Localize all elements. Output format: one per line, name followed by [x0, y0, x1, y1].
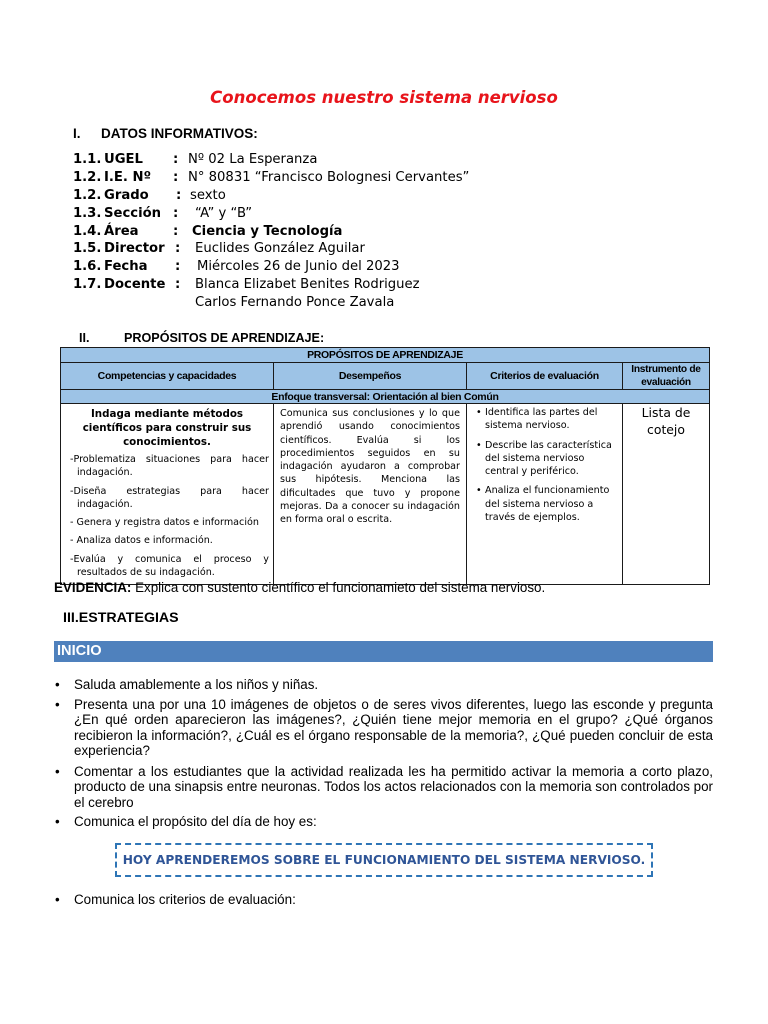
evidence-label: EVIDENCIA:: [54, 580, 132, 595]
info-colon: :: [173, 223, 179, 239]
info-value: “A” y “B”: [195, 205, 253, 221]
info-value: Nº 02 La Esperanza: [188, 152, 318, 167]
info-value: Ciencia y Tecnología: [192, 223, 343, 239]
criterio-item: • Describe las característica del sistema nervioso central y periférico.: [477, 439, 618, 479]
info-value: Carlos Fernando Ponce Zavala: [195, 295, 395, 311]
criterios-cell: [467, 404, 623, 585]
list-item: • Comentar a los estudiantes que la actividad realizada les ha permitido activar la memoria a corto plazo, producto de una sinapsis entre neuronas. Todos los actos relacionados con la memoria son controlados por el cerebro: [54, 764, 713, 811]
info-colon: :: [173, 205, 179, 221]
section-number: II.: [79, 331, 90, 345]
competencia-title: Indaga mediante métodos científicos para construir sus conocimientos.: [82, 408, 252, 448]
desempeno-text: Comunica sus conclusiones y lo que aprendió usando conocimientos científicos. Evalúa si los procedimientos seguidos en su indagación ayudaron a comprobar sus hipótesis. Menciona las dificultades que tuvo y propone mejoras. Da a conocer su indagación en forma oral o escrita.: [280, 408, 460, 526]
section-datos-informativos-heading: [73, 126, 258, 141]
info-key: Área: [104, 223, 139, 239]
header-desempenos: Desempeños: [274, 363, 467, 390]
inicio-bar: [54, 641, 713, 662]
list-item: • Presenta una por una 10 imágenes de objetos o de seres vivos diferentes, luego las esconde y pregunta ¿En qué orden aparecieron las imágenes?, ¿Quién tiene mejor memoria en el grupo? ¿Qué órganos recibieron la información?, ¿Cuál es el órgano responsable de la memoria?, ¿Qué pueden concluir de esta experiencia?: [54, 697, 713, 759]
capacidad-item: - Genera y registra datos e información: [70, 517, 259, 529]
header-criterios: Criterios de evaluación: [467, 363, 623, 390]
info-number: 1.1.: [73, 152, 102, 167]
info-number: 1.5.: [73, 241, 102, 257]
info-value: Miércoles 26 de Junio del 2023: [197, 259, 400, 275]
info-value: N° 80831 “Francisco Bolognesi Cervantes”: [188, 169, 470, 185]
list-item: • Comunica el propósito del día de hoy es:: [54, 814, 713, 830]
info-number: 1.2.: [73, 187, 102, 203]
table-enfoque-row: [61, 390, 710, 404]
capacidad-item: -Diseña estrategias para hacer indagación.: [70, 485, 269, 510]
info-number: 1.3.: [73, 205, 102, 221]
list-item: • Comunica los criterios de evaluación:: [54, 892, 296, 907]
section-title: DATOS INFORMATIVOS:: [101, 126, 258, 141]
instrumento-cell: Lista de cotejo: [623, 404, 710, 585]
desempeno-cell: [274, 404, 467, 585]
list-item: • Saluda amablemente a los niños y niñas.: [54, 677, 713, 693]
table-row: [61, 404, 710, 585]
info-key: Grado: [104, 187, 149, 203]
header-competencias: Competencias y capacidades: [61, 363, 274, 390]
info-colon: :: [176, 187, 182, 203]
info-colon: :: [173, 169, 179, 185]
section-number: III.: [63, 610, 79, 626]
header-instrumento: Instrumento de evaluación: [623, 363, 710, 390]
info-key: Fecha: [104, 259, 148, 275]
info-number: 1.2.: [73, 169, 102, 185]
section-propositos-heading: [79, 331, 324, 345]
info-number: 1.7.: [73, 277, 102, 293]
section-title: PROPÓSITOS DE APRENDIZAJE:: [124, 331, 325, 345]
enfoque-transversal: Enfoque transversal: Orientación al bien Común: [61, 390, 710, 404]
propositos-table: [60, 347, 710, 585]
info-key: Director: [104, 241, 165, 257]
info-key: Docente: [104, 277, 166, 293]
info-colon: :: [173, 152, 179, 167]
info-number: 1.4.: [73, 223, 102, 239]
section-estrategias-heading: [63, 610, 179, 626]
info-colon: :: [175, 259, 181, 275]
page-title: Conocemos nuestro sistema nervioso: [210, 88, 558, 107]
section-number: I.: [73, 126, 81, 141]
info-value: sexto: [190, 187, 226, 203]
info-key: I.E. Nº: [104, 169, 151, 185]
competencia-cell: [61, 404, 274, 585]
table-header-row: [61, 363, 710, 390]
inicio-bullet-list: [54, 677, 713, 833]
criterio-item: • Analiza el funcionamiento del sistema nervioso a través de ejemplos.: [477, 484, 618, 524]
capacidad-item: - Analiza datos e información.: [70, 535, 213, 547]
info-key: Sección: [104, 205, 162, 221]
table-title-row: [61, 348, 710, 363]
info-value: Blanca Elizabet Benites Rodriguez: [195, 277, 420, 293]
info-number: 1.6.: [73, 259, 102, 275]
info-key: UGEL: [104, 152, 143, 167]
purpose-box: [115, 843, 653, 877]
table-title: PROPÓSITOS DE APRENDIZAJE: [61, 348, 710, 363]
capacidad-item: -Evalúa y comunica el proceso y resultados de su indagación.: [70, 553, 269, 579]
evidence: [54, 580, 545, 595]
evidence-text: Explica con sustento científico el funcionamieto del sistema nervioso.: [131, 580, 546, 595]
section-title: ESTRATEGIAS: [78, 610, 179, 626]
criterio-item: • Identifica las partes del sistema nervioso.: [477, 406, 618, 433]
inicio-label: INICIO: [57, 643, 102, 659]
criterios-list: [467, 406, 622, 524]
info-colon: :: [175, 277, 181, 293]
purpose-text: HOY APRENDEREMOS SOBRE EL FUNCIONAMIENTO DEL SISTEMA NERVIOSO.: [122, 853, 646, 867]
info-colon: :: [175, 241, 181, 257]
capacidad-item: -Problematiza situaciones para hacer indagación.: [70, 454, 269, 479]
info-value: Euclides González Aguilar: [195, 241, 365, 257]
